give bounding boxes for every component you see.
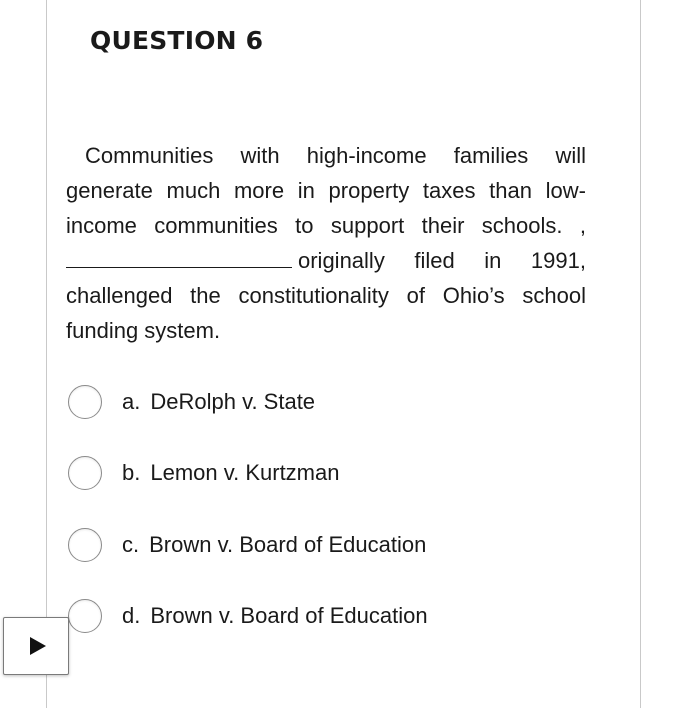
option-letter: b. bbox=[122, 460, 141, 485]
question-text bbox=[66, 138, 586, 348]
play-button[interactable] bbox=[3, 617, 69, 675]
option-letter: d. bbox=[122, 603, 141, 628]
option-letter: a. bbox=[122, 389, 141, 414]
radio-button-b[interactable] bbox=[68, 456, 102, 490]
option-d[interactable] bbox=[68, 596, 428, 636]
radio-button-a[interactable] bbox=[68, 385, 102, 419]
option-letter: c. bbox=[122, 532, 140, 557]
option-label: Brown v. Board of Education bbox=[150, 603, 428, 628]
option-c[interactable] bbox=[68, 525, 426, 565]
option-label: Lemon v. Kurtzman bbox=[150, 460, 340, 485]
radio-button-c[interactable] bbox=[68, 528, 102, 562]
option-label: Brown v. Board of Education bbox=[149, 532, 427, 557]
radio-button-d[interactable] bbox=[68, 599, 102, 633]
question-title: QUESTION 6 bbox=[90, 26, 264, 55]
option-b[interactable] bbox=[68, 453, 339, 493]
play-icon bbox=[30, 637, 46, 655]
option-label: DeRolph v. State bbox=[150, 389, 316, 414]
question-text-after-blank: originally filed in 1991, challenged the constitutionality of Ohio’s school funding system. bbox=[66, 248, 586, 343]
answer-blank bbox=[66, 244, 292, 268]
option-a[interactable] bbox=[68, 382, 315, 422]
question-text-before-blank: Communities with high-income families will generate much more in property taxes than low-income communities to support their schools. , bbox=[66, 143, 586, 238]
